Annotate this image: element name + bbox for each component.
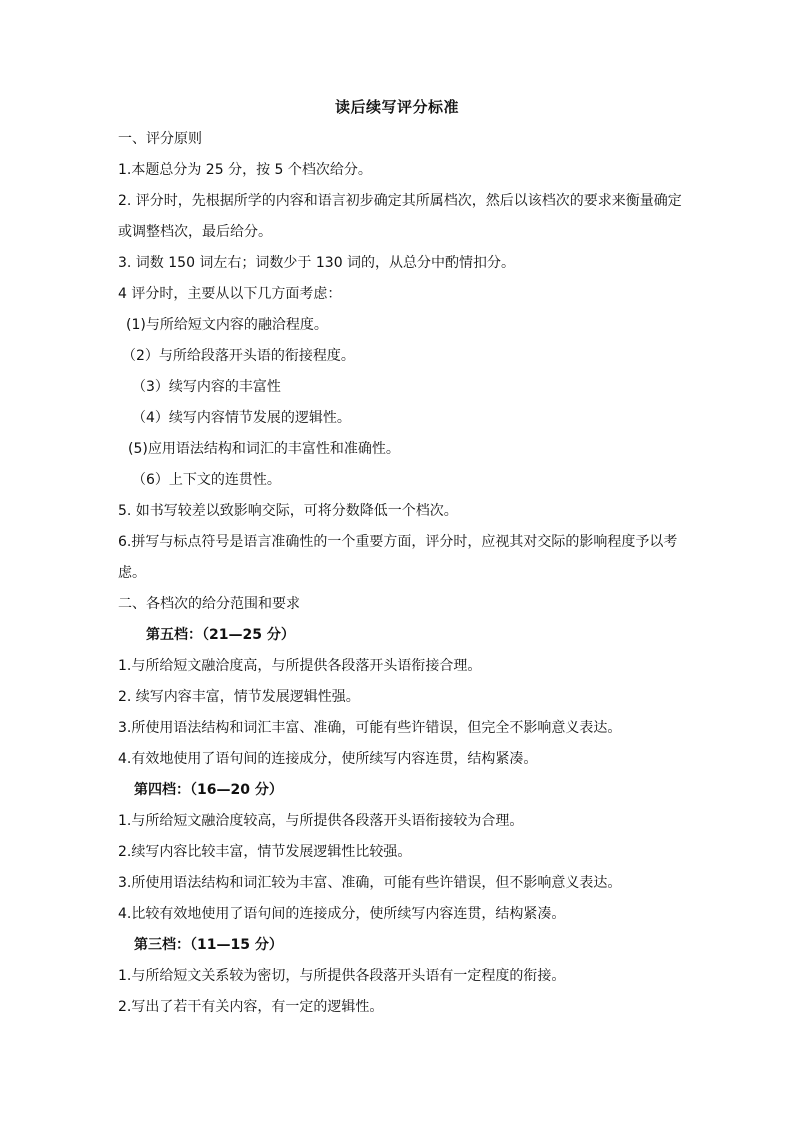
rule-4-sub-4: （4）续写内容情节发展的逻辑性。 [132, 410, 351, 426]
document-body [118, 124, 688, 1023]
level-5-item: 2. 续写内容丰富，情节发展逻辑性强。 [118, 689, 360, 705]
rule-3: 3. 词数 150 词左右；词数少于 130 词的，从总分中酌情扣分。 [118, 255, 516, 271]
rule-4-sub-2: （2）与所给段落开头语的衔接程度。 [122, 348, 355, 364]
level-5-heading: 第五档：（21—25 分） [146, 627, 295, 643]
rule-2: 2. 评分时，先根据所学的内容和语言初步确定其所属档次，然后以该档次的要求来衡量确定或调整档次，最后给分。 [118, 193, 682, 240]
rule-4-sub-3: （3）续写内容的丰富性 [132, 379, 281, 395]
rule-4: 4 评分时，主要从以下几方面考虑： [118, 286, 342, 302]
rule-4-sub-6: （6）上下文的连贯性。 [132, 472, 281, 488]
level-4-item: 1.与所给短文融洽度较高，与所提供各段落开头语衔接较为合理。 [118, 813, 524, 829]
level-3-heading: 第三档：（11—15 分） [134, 937, 283, 953]
rule-4-sub-1: (1)与所给短文内容的融洽程度。 [126, 317, 328, 333]
level-3-item: 2.写出了若干有关内容，有一定的逻辑性。 [118, 999, 384, 1015]
rule-4-sub-5: (5)应用语法结构和词汇的丰富性和准确性。 [128, 441, 400, 457]
section1-heading: 一、评分原则 [118, 131, 202, 147]
rule-6: 6.拼写与标点符号是语言准确性的一个重要方面，评分时，应视其对交际的影响程度予以考虑。 [118, 534, 678, 581]
level-3-item: 1.与所给短文关系较为密切，与所提供各段落开头语有一定程度的衔接。 [118, 968, 566, 984]
level-4-item: 3.所使用语法结构和词汇较为丰富、准确，可能有些许错误，但不影响意义表达。 [118, 875, 622, 891]
level-4-heading: 第四档：（16—20 分） [134, 782, 283, 798]
rule-5: 5. 如书写较差以致影响交际，可将分数降低一个档次。 [118, 503, 458, 519]
level-5-item: 4.有效地使用了语句间的连接成分，使所续写内容连贯，结构紧凑。 [118, 751, 538, 767]
level-5-item: 1.与所给短文融洽度高，与所提供各段落开头语衔接合理。 [118, 658, 482, 674]
rule-1: 1.本题总分为 25 分，按 5 个档次给分。 [118, 162, 372, 178]
level-5-item: 3.所使用语法结构和词汇丰富、准确，可能有些许错误，但完全不影响意义表达。 [118, 720, 622, 736]
level-4-item: 4.比较有效地使用了语句间的连接成分，使所续写内容连贯，结构紧凑。 [118, 906, 566, 922]
section2-heading: 二、各档次的给分范围和要求 [118, 596, 300, 612]
document-title: 读后续写评分标准 [334, 98, 459, 116]
level-4-item: 2.续写内容比较丰富，情节发展逻辑性比较强。 [118, 844, 412, 860]
